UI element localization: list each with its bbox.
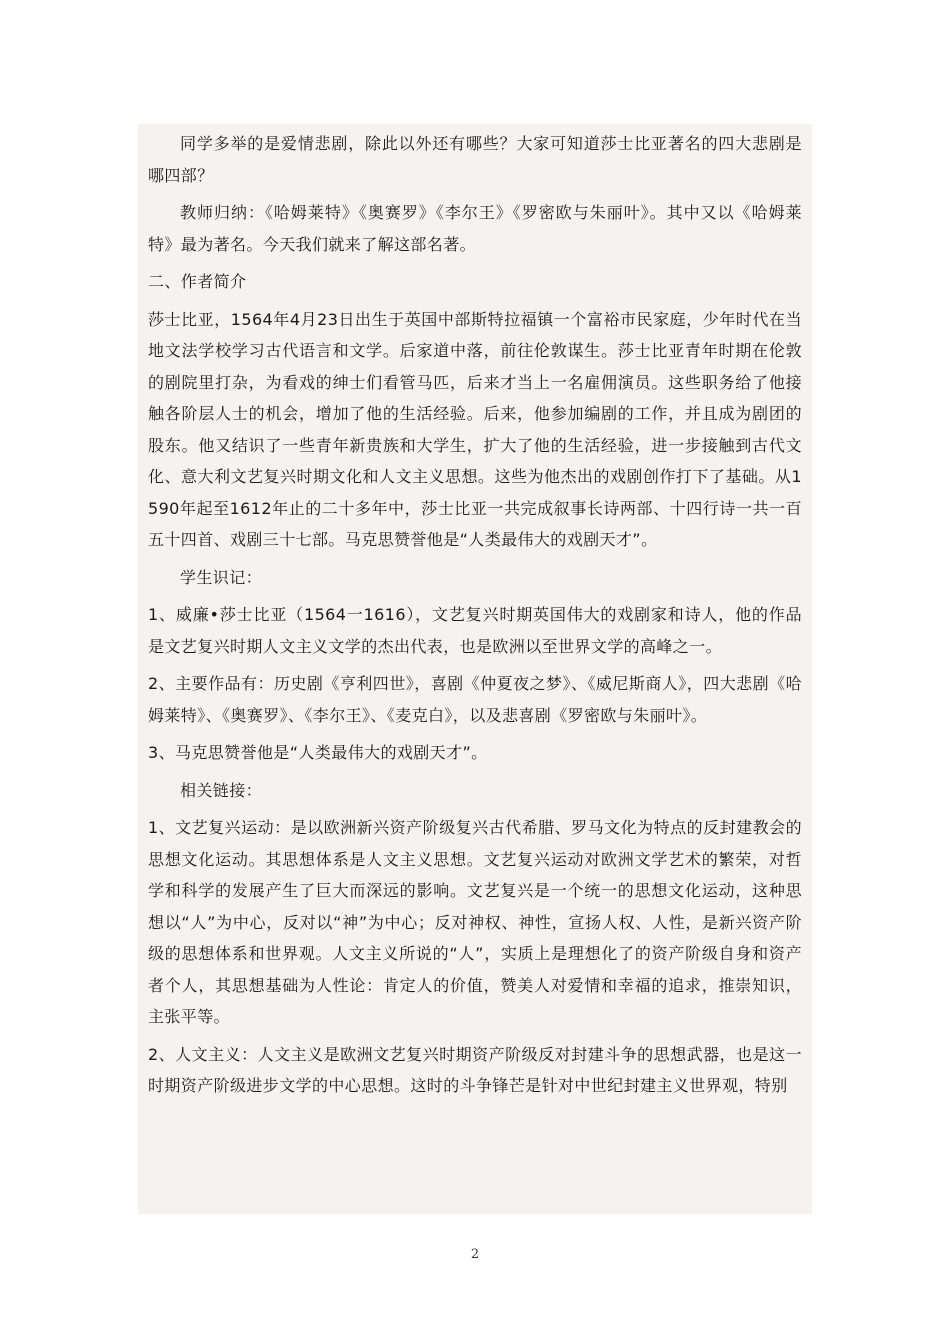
section-heading-author: 二、作者简介 [148, 272, 247, 291]
paragraph-related-links-label: 相关链接： [180, 780, 263, 800]
paragraph-student-notes-label: 学生识记： [180, 567, 263, 587]
paragraph-intro-question: 同学多举的是爱情悲剧，除此以外还有哪些？大家可知道莎士比亚著名的四大悲剧是哪四部？ [148, 134, 802, 185]
list-item-humanism: 2、人文主义：人文主义是欧洲文艺复兴时期资产阶级反对封建斗争的思想武器，也是这一时期资产阶级进步文学的中心思想。这时的斗争锋芒是针对中世纪封建主义世界观，特别 [148, 1044, 802, 1095]
text-body [138, 124, 812, 1214]
page-number: 2 [470, 1247, 480, 1262]
list-item-note-2: 2、主要作品有：历史剧《亨利四世》，喜剧《仲夏夜之梦》、《威尼斯商人》，四大悲剧《哈姆莱特》、《奥赛罗》、《李尔王》、《麦克白》，以及悲喜剧《罗密欧与朱丽叶》。 [148, 674, 802, 725]
list-item-note-3: 3、马克思赞誉他是“人类最伟大的戏剧天才”。 [148, 743, 488, 762]
paragraph-teacher-summary: 教师归纳：《哈姆莱特》《奥赛罗》《李尔王》《罗密欧与朱丽叶》。其中又以《哈姆莱特》最为著名。今天我们就来了解这部名著。 [148, 203, 802, 254]
list-item-renaissance: 1、文艺复兴运动：是以欧洲新兴资产阶级复兴古代希腊、罗马文化为特点的反封建教会的思想文化运动。其思想体系是人文主义思想。文艺复兴运动对欧洲文学艺术的繁荣，对哲学和科学的发展产生了巨大而深远的影响。文艺复兴是一个统一的思想文化运动，这种思想以“人”为中心，反对以“神”为中心；反对神权、神性，宣扬人权、人性，是新兴资产阶级的思想体系和世界观。人文主义所说的“人”，实质上是理想化了的资产阶级自身和资产者个人，其思想基础为人性论：肯定人的价值，赞美人对爱情和幸福的追求，推崇知识，主张平等。 [148, 818, 802, 1026]
list-item-note-1: 1、威廉•莎士比亚（1564一1616），文艺复兴时期英国伟大的戏剧家和诗人，他的作品是文艺复兴时期人文主义文学的杰出代表，也是欧洲以至世界文学的高峰之一。 [148, 605, 802, 656]
paragraph-author-bio: 莎士比亚，1564年4月23日出生于英国中部斯特拉福镇一个富裕市民家庭，少年时代在当地文法学校学习古代语言和文学。后家道中落，前往伦敦谋生。莎士比亚青年时期在伦敦的剧院里打杂，为看戏的绅士们看管马匹，后来才当上一名雇佣演员。这些职务给了他接触各阶层人士的机会，增加了他的生活经验。后来，他参加编剧的工作，并且成为剧团的股东。他又结识了一些青年新贵族和大学生，扩大了他的生活经验，进一步接触到古代文化、意大利文艺复兴时期文化和人文主义思想。这些为他杰出的戏剧创作打下了基础。从1590年起至1612年止的二十多年中，莎士比亚一共完成叙事长诗两部、十四行诗一共一百五十四首、戏剧三十七部。马克思赞誉他是“人类最伟大的戏剧天才”。 [148, 309, 802, 549]
